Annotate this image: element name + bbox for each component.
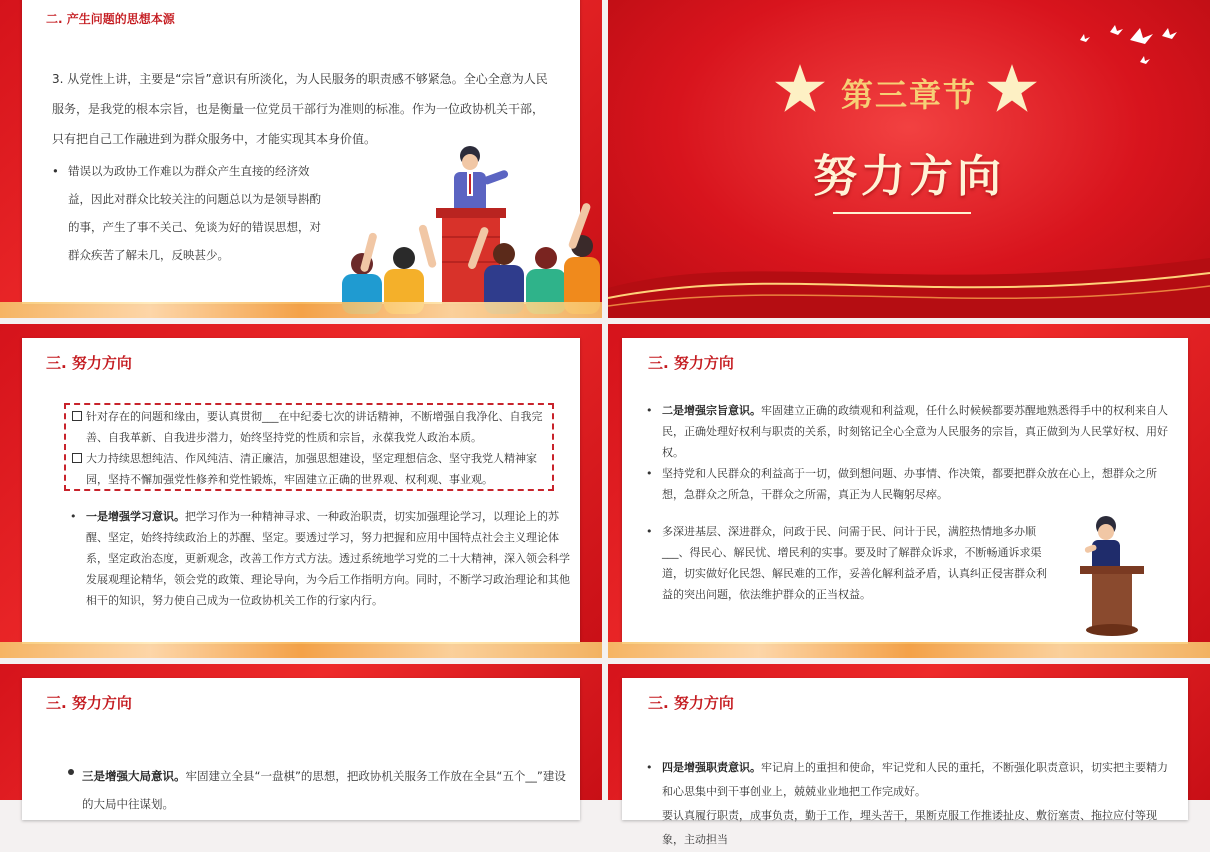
bullet-lead: 二是增强宗旨意识。 bbox=[662, 404, 761, 417]
slide-panel bbox=[22, 338, 580, 644]
section-title: 三. 努力方向 bbox=[46, 694, 132, 712]
speaker-crowd-illustration bbox=[332, 142, 602, 312]
section-title: 三. 努力方向 bbox=[46, 354, 132, 372]
chapter-title: 努力方向 bbox=[813, 151, 1005, 202]
slide-chapter-title bbox=[608, 0, 1210, 318]
bullet-text-continued: 要认真履行职责，成事负责，勤于工作，埋头苦干，果断克服工作推诿扯皮、敷衍塞责、拖拉应付等现象，主动担当 bbox=[662, 809, 1157, 846]
bullet-item: • 错误以为政协工作难以为群众产生直接的经济效益，因此对群众比较关注的问题总以为是领导斟酌的事，产生了事不关己、免谈为好的错误思想，对群众疾苦了解未几，反映甚少。 bbox=[50, 157, 330, 269]
section-title: 三. 努力方向 bbox=[648, 354, 734, 372]
bullet-item bbox=[68, 506, 572, 611]
bullet-item bbox=[644, 756, 1174, 852]
slide-panel bbox=[622, 338, 1188, 644]
slide-direction-2 bbox=[608, 324, 1210, 658]
bullet-text: 把学习作为一种精神寻求、一种政治职责，切实加强理论学习，以理论上的苏醒、坚定，始终持续政治上的苏醒、坚定。要透过学习，努力把握和应用中国特点社会主义理论体系，坚定政治态度，更新观念，改善工作方式方法。透过系统地学习党的二十大精神，深入领会科学发展观理论精华，领会党的政策、理论导向，为今后工作指明方向。同时，不断学习政治理论和其他相干的知识，努力使自己成为一位政协机关工作的行家内行。 bbox=[86, 510, 570, 607]
slide-direction-4 bbox=[608, 664, 1210, 846]
bullet-lead: 四是增强职责意识。 bbox=[662, 761, 761, 774]
bullet-text: 牢固建立全县“一盘棋”的思想，把政协机关服务工作放在全县“五个__”建设的大局中往谋划。 bbox=[82, 769, 566, 811]
box-list bbox=[70, 406, 552, 490]
bullet-item bbox=[644, 400, 1174, 463]
bullet-lead: 三是增强大局意识。 bbox=[82, 769, 186, 783]
gold-wave-decoration bbox=[608, 642, 1210, 658]
section-title: 二. 产生问题的思想本源 bbox=[46, 12, 175, 26]
doves-decoration bbox=[1070, 18, 1180, 78]
bullet-lead: 一是增强学习意识。 bbox=[86, 510, 185, 523]
box-item: 大力持续思想纯洁、作风纯洁、清正廉洁，加强思想建设，坚定理想信念、坚守我党人精神家园，坚持不懈加强党性修养和党性锻炼，牢固建立正确的世界观、权利观、事业观。 bbox=[70, 448, 552, 490]
section-title: 三. 努力方向 bbox=[648, 694, 734, 712]
bullet-item: • 多深进基层、深进群众，问政于民、问需于民、问计于民，满腔热情地多办顺___、得民心、解民忧、增民利的实事。要及时了解群众诉求，不断畅通诉求渠道，切实做好化民怨、解民难的工作，妥善化解利益矛盾，认真纠正侵害群众利益的突出问题，依法维护群众的正当权益。 bbox=[644, 521, 1054, 605]
slide-thought-origin bbox=[0, 0, 602, 318]
bullet-text: 牢固建立正确的政绩观和利益观，任什么时候候都要苏醒地熟悉得手中的权利来自人民，正确处理好权利与职责的关系，时刻铭记全心全意为人民服务的宗旨，真正做到为人民掌好权、用好权。 bbox=[662, 404, 1168, 459]
slide-panel bbox=[622, 678, 1188, 846]
speaker-podium-illustration bbox=[1062, 508, 1162, 638]
slide-direction-3 bbox=[0, 664, 602, 811]
title-underline bbox=[833, 212, 971, 214]
chapter-label: 第三章节 bbox=[840, 76, 977, 114]
gold-wave-decoration bbox=[0, 302, 602, 318]
slide-direction-1 bbox=[0, 324, 602, 658]
bullet-item: • 坚持党和人民群众的利益高于一切，做到想问题、办事情、作决策，都要把群众放在心上，想群众之所想，急群众之所急，干群众之所需，真正为人民鞠躬尽瘁。 bbox=[644, 463, 1174, 505]
bullet-text: 牢记肩上的重担和使命，牢记党和人民的重托，不断强化职责意识，切实把主要精力和心思集中到干事创业上，兢兢业业地把工作完成好。 bbox=[662, 761, 1168, 798]
bullet-item bbox=[66, 762, 572, 818]
paragraph: 3. 从党性上讲，主要是“宗旨”意识有所淡化，为人民服务的职责感不够紧急。全心全意为人民服务，是我党的根本宗旨，也是衡量一位党员干部行为准则的标准。作为一位政协机关干部，只有把自己工作融进到为群众服务中，才能实现其本身价值。 bbox=[52, 72, 548, 146]
gold-wave-decoration bbox=[0, 642, 602, 658]
box-item: 针对存在的问题和缘由，要认真贯彻___在中纪委七次的讲话精神，不断增强自我净化、自我完善、自我革新、自我进步潜力，始终坚持党的性质和宗旨，永葆我党人政治本质。 bbox=[70, 406, 552, 448]
red-ribbon-decoration bbox=[608, 228, 1210, 318]
slide-panel bbox=[22, 678, 580, 820]
slide-panel bbox=[22, 0, 580, 304]
